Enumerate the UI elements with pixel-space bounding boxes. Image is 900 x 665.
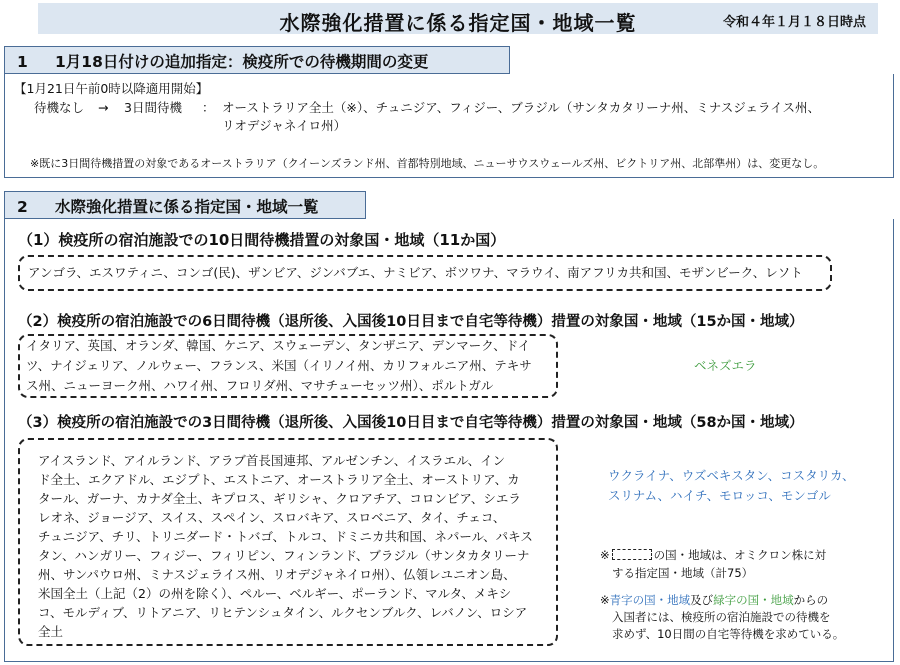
sub2-heading: （2）検疫所の宿泊施設での6日間待機（退所後、入国後10日目まで自宅等待機）措置の対象国・地域（15か国・地域） — [18, 314, 804, 330]
change-from: 待機なし — [34, 100, 85, 115]
section1-number: 1 — [17, 53, 28, 71]
sub2-line-2: ツ、ナイジェリア、ノルウェー、フランス、米国（イリノイ州、カリフォルニア州、テキサ — [26, 358, 532, 373]
added-countries-line1: オーストラリア全土（※）、チュニジア、フィジー、ブラジル（サンタカタリーナ州、ミナスジェライス州、 — [222, 100, 821, 115]
section2-header — [4, 191, 366, 219]
sub1-heading: （1）検疫所の宿泊施設での10日間待機措置の対象国・地域（11か国） — [18, 231, 506, 249]
effective-date-note: 【1月21日午前0時以降適用開始】 — [14, 81, 209, 96]
change-to: 3日間待機 — [124, 100, 182, 115]
page-title: 水際強化措置に係る指定国・地域一覧 — [279, 11, 637, 35]
sub3-line-8: 米国全土（上記（2）の州を除く）、ペルー、ベルギー、ポーランド、マルタ、メキシ — [38, 586, 512, 601]
sub3-line-7: 州、サンパウロ州、ミナスジェライス州、リオデジャネイロ州）、仏領レユニオン島、 — [38, 567, 516, 582]
omicron-note-line2: する指定国・地域（計75） — [612, 566, 754, 580]
added-countries-line2: リオデジャネイロ州） — [222, 118, 347, 133]
change-colon: ： — [202, 100, 215, 115]
sub2-green-country: ベネズエラ — [694, 358, 757, 373]
section2-title: 水際強化措置に係る指定国・地域一覧 — [55, 198, 319, 216]
note2-blue-text: 青字の国・地域 — [609, 593, 691, 607]
sub3-line-6: タン、ハンガリー、フィジー、フィリピン、フィンランド、ブラジル（サンタカタリーナ — [38, 548, 530, 563]
note2-prefix: ※ — [600, 593, 610, 607]
sub3-blue-line-2: スリナム、ハイチ、モロッコ、モンゴル — [608, 488, 831, 503]
dashed-box-legend-icon — [612, 549, 652, 560]
sub3-line-10: 全土 — [38, 624, 64, 639]
sub3-line-2: ド全土、エクアドル、エジプト、エストニア、オーストラリア全土、オーストリア、カ — [38, 472, 520, 487]
sub3-line-5: チュニジア、チリ、トリニダード・トバゴ、トルコ、ドミニカ共和国、ネパール、パキス — [38, 529, 533, 544]
as-of-date: 令和４年１月１８日時点 — [722, 15, 866, 30]
sub1-countries: アンゴラ、エスワティニ、コンゴ(民)、ザンビア、ジンバブエ、ナミビア、ボツワナ、マラウイ、南アフリカ共和国、モザンビーク、レソト — [28, 265, 803, 280]
section1-footnote: ※既に3日間待機措置の対象であるオーストラリア（クイーンズランド州、首都特別地域、ニューサウスウェールズ州、ビクトリア州、北部準州）は、変更なし。 — [30, 157, 825, 170]
sub3-line-9: コ、モルディブ、リトアニア、リヒテンシュタイン、ルクセンブルク、レバノン、ロシア — [38, 605, 528, 620]
title-bar — [38, 3, 878, 34]
sub2-line-3: ス州、ニューヨーク州、ハワイ州、フロリダ州、マサチューセッツ州）、ポルトガル — [26, 378, 494, 393]
note2-green-text: 緑字の国・地域 — [713, 593, 794, 607]
note2-end-text: からの — [793, 593, 829, 607]
note2-mid-text: 及び — [690, 593, 714, 607]
note1-text: の国・地域は、オミクロン株に対 — [653, 548, 827, 562]
section2-number: 2 — [17, 198, 28, 216]
note1-prefix: ※ — [600, 548, 610, 562]
change-arrow: → — [98, 100, 109, 115]
home-wait-note-line3: 求めず、10日間の自宅等待機を求めている。 — [612, 627, 845, 641]
sub2-line-1: イタリア、英国、オランダ、韓国、ケニア、スウェーデン、タンザニア、デンマーク、ドイ — [26, 338, 531, 353]
section1-header — [4, 46, 510, 74]
section1-title: 1月18日付けの追加指定：検疫所での待機期間の変更 — [55, 53, 429, 71]
home-wait-note-line1 — [600, 591, 828, 609]
sub3-heading: （3）検疫所の宿泊施設での3日間待機（退所後、入国後10日目まで自宅等待機）措置の対象国・地域（58か国・地域） — [18, 415, 804, 431]
sub3-line-4: レオネ、ジョージア、スイス、スペイン、スロバキア、スロベニア、タイ、チェコ、 — [38, 510, 506, 525]
home-wait-note-line2: 入国者には、検疫所の宿泊施設での待機を — [612, 610, 831, 624]
sub3-line-1: アイスランド、アイルランド、アラブ首長国連邦、アルゼンチン、イスラエル、イン — [38, 453, 506, 468]
omicron-note-line1 — [600, 546, 826, 564]
sub3-blue-line-1: ウクライナ、ウズベキスタン、コスタリカ、 — [608, 468, 855, 483]
sub3-line-3: タール、ガーナ、カナダ全土、キプロス、ギリシャ、クロアチア、コロンビア、シエラ — [38, 491, 521, 506]
